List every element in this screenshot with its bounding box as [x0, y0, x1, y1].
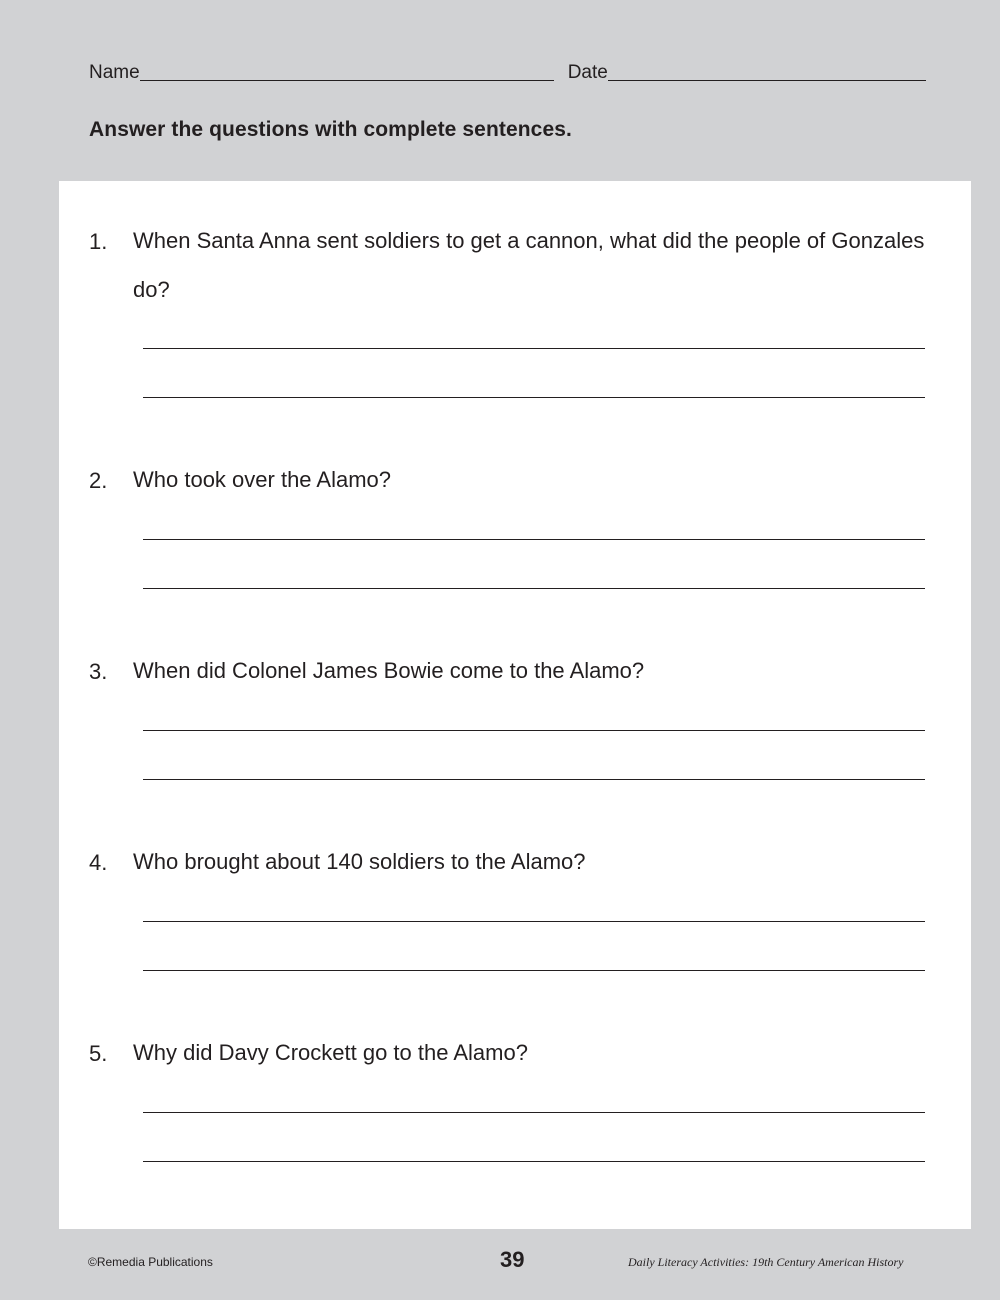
answer-line-4b[interactable]	[143, 970, 925, 971]
name-field[interactable]	[140, 61, 554, 81]
question-text: Why did Davy Crockett go to the Alamo?	[133, 1040, 528, 1065]
question-text: When did Colonel James Bowie come to the Alamo?	[133, 658, 645, 683]
page-number: 39	[500, 1247, 525, 1272]
question-text: Who took over the Alamo?	[133, 467, 392, 492]
questions-panel	[59, 181, 971, 1229]
answer-line-3a[interactable]	[143, 730, 925, 731]
answer-line-5b[interactable]	[143, 1161, 925, 1162]
instructions: Answer the questions with complete sentences.	[89, 118, 572, 141]
question-number: 4.	[89, 850, 108, 875]
question-number: 3.	[89, 659, 108, 684]
answer-line-4a[interactable]	[143, 921, 925, 922]
date-label: Date	[567, 62, 608, 83]
question-number: 5.	[89, 1041, 108, 1066]
question-text: Who brought about 140 soldiers to the Alamo?	[133, 849, 586, 874]
name-date-row	[89, 58, 939, 84]
answer-line-2b[interactable]	[143, 588, 925, 589]
footer-book-title: Daily Literacy Activities: 19th Century American History	[628, 1255, 904, 1269]
answer-line-1a[interactable]	[143, 348, 925, 349]
answer-line-1b[interactable]	[143, 397, 925, 398]
question-text: When Santa Anna sent soldiers to get a cannon, what did the people of Gonzales do?	[133, 228, 925, 302]
question-number: 1.	[89, 229, 108, 254]
answer-line-2a[interactable]	[143, 539, 925, 540]
question-number: 2.	[89, 468, 108, 493]
footer-publisher: ©Remedia Publications	[88, 1255, 213, 1269]
answer-line-5a[interactable]	[143, 1112, 925, 1113]
name-label: Name	[89, 62, 140, 83]
answer-line-3b[interactable]	[143, 779, 925, 780]
date-field[interactable]	[608, 61, 926, 81]
